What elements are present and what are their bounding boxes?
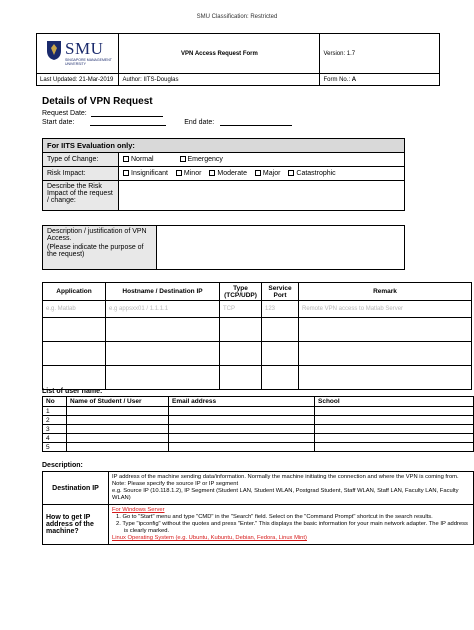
type-of-change-label: Type of Change: xyxy=(43,153,119,167)
step-2: 2. Type "ipconfig" without the quotes and press "Enter." This displays the basic information for your main network adapter. The IP address is clearly marked. xyxy=(116,521,468,534)
table-cell[interactable] xyxy=(220,318,262,342)
evaluation-heading: For IITS Evaluation only: xyxy=(43,139,405,153)
form-header xyxy=(36,33,440,86)
option-minor[interactable]: Minor xyxy=(176,170,202,177)
description-table xyxy=(42,471,474,545)
destination-ip-example: e.g. Source IP (10.118.1.2), IP Segment (Student LAN, Student WLAN, Postgrad Student, Staff WLAN, Staff LAN, Faculty LAN, Faculty WLAN) xyxy=(112,488,459,501)
table-cell[interactable] xyxy=(169,416,315,425)
describe-risk-field[interactable] xyxy=(119,181,405,211)
table-cell[interactable] xyxy=(67,425,169,434)
table-cell[interactable] xyxy=(315,407,474,416)
table-cell[interactable] xyxy=(106,318,220,342)
col-port: Service Port xyxy=(262,283,299,301)
table-cell[interactable] xyxy=(43,318,106,342)
table-row xyxy=(43,407,474,416)
checkbox-icon[interactable] xyxy=(176,170,182,176)
start-date-field[interactable] xyxy=(90,119,166,126)
table-cell[interactable] xyxy=(43,366,106,390)
col-no: No xyxy=(43,397,67,407)
request-date-row xyxy=(42,110,163,117)
checkbox-icon[interactable] xyxy=(255,170,261,176)
row-number: 2 xyxy=(43,416,67,425)
table-row xyxy=(43,416,474,425)
table-cell[interactable] xyxy=(67,434,169,443)
table-cell[interactable] xyxy=(106,366,220,390)
example-type[interactable]: TCP xyxy=(220,301,262,318)
table-row xyxy=(43,425,474,434)
table-cell[interactable] xyxy=(220,342,262,366)
destination-ip-note: Note: Please specify the source IP or IP segment xyxy=(112,481,239,487)
example-remark[interactable]: Remote VPN access to Matlab Server xyxy=(299,301,472,318)
option-major[interactable]: Major xyxy=(255,170,281,177)
logo-cell xyxy=(37,34,119,74)
how-to-get-ip-label: How to get IP address of the machine? xyxy=(43,505,109,545)
table-cell[interactable] xyxy=(67,416,169,425)
table-row xyxy=(43,342,472,366)
table-cell[interactable] xyxy=(262,366,299,390)
table-cell[interactable] xyxy=(299,342,472,366)
option-insignificant[interactable]: Insignificant xyxy=(123,170,168,177)
request-date-field[interactable] xyxy=(91,110,163,117)
table-cell[interactable] xyxy=(315,443,474,452)
table-cell[interactable] xyxy=(67,407,169,416)
justification-label-line2: (Please indicate the purpose of the request) xyxy=(47,244,144,258)
justification-table xyxy=(42,225,405,270)
option-emergency[interactable]: Emergency xyxy=(180,156,223,163)
checkbox-icon[interactable] xyxy=(123,170,129,176)
col-hostname: Hostname / Destination IP xyxy=(106,283,220,301)
example-application[interactable]: e.g. Matlab xyxy=(43,301,106,318)
checkbox-icon[interactable] xyxy=(209,170,215,176)
smu-seal-icon xyxy=(45,39,63,61)
table-cell[interactable] xyxy=(262,318,299,342)
details-heading: Details of VPN Request xyxy=(42,96,153,107)
description-heading: Description: xyxy=(42,462,83,469)
users-heading: List of user name: xyxy=(42,388,103,395)
step-1: 1. Go to "Start" menu and type "CMD" in the "Search" field. Select on the "Command Prompt" shortcut in the search results. xyxy=(116,514,433,520)
table-cell[interactable] xyxy=(106,342,220,366)
linux-os-heading: Linux Operating System (e.g. Ubuntu, Kubuntu, Debian, Fedora, Linux Mint) xyxy=(112,535,307,541)
destination-ip-text xyxy=(109,472,474,505)
request-date-label: Request Date: xyxy=(42,110,87,117)
table-row xyxy=(43,443,474,452)
justification-label-line1: Description / justification of VPN Access. xyxy=(47,228,147,242)
destination-ip-desc: IP address of the machine sending data/information. Normally the machine initiating the connection and where the VPN is coming from. xyxy=(112,474,459,480)
option-catastrophic[interactable]: Catastrophic xyxy=(288,170,335,177)
form-title: VPN Access Request Form xyxy=(119,34,320,74)
col-email: Email address xyxy=(169,397,315,407)
table-cell[interactable] xyxy=(315,416,474,425)
table-cell[interactable] xyxy=(299,366,472,390)
author: Author: IITS-Douglas xyxy=(119,74,320,86)
table-row xyxy=(43,366,472,390)
col-school: School xyxy=(315,397,474,407)
end-date-label: End date: xyxy=(184,119,215,126)
type-of-change-options xyxy=(119,153,405,167)
row-number: 3 xyxy=(43,425,67,434)
checkbox-icon[interactable] xyxy=(288,170,294,176)
checkbox-icon[interactable] xyxy=(123,156,129,162)
col-application: Application xyxy=(43,283,106,301)
example-port[interactable]: 123 xyxy=(262,301,299,318)
iits-evaluation-table xyxy=(42,138,405,211)
start-date-label: Start date: xyxy=(42,119,75,126)
form-version: Version: 1.7 xyxy=(320,34,440,74)
col-type: Type (TCP/UDP) xyxy=(220,283,262,301)
logo-subtitle: SINGAPORE MANAGEMENT UNIVERSITY xyxy=(65,58,112,66)
how-to-get-ip-text xyxy=(109,505,474,545)
table-cell[interactable] xyxy=(315,425,474,434)
start-date-row xyxy=(42,119,292,126)
users-table xyxy=(42,396,474,452)
risk-impact-label: Risk Impact: xyxy=(43,167,119,181)
example-hostname[interactable]: e.g appsxx01 / 1.1.1.1 xyxy=(106,301,220,318)
form-number: Form No.: A xyxy=(320,74,440,86)
application-table xyxy=(42,282,472,390)
option-normal[interactable]: Normal xyxy=(123,156,154,163)
destination-ip-label: Destination IP xyxy=(43,472,109,505)
row-number: 1 xyxy=(43,407,67,416)
table-cell[interactable] xyxy=(169,434,315,443)
table-cell[interactable] xyxy=(169,443,315,452)
row-number: 4 xyxy=(43,434,67,443)
table-cell[interactable] xyxy=(315,434,474,443)
end-date-field[interactable] xyxy=(220,119,292,126)
table-cell[interactable] xyxy=(43,342,106,366)
justification-field[interactable] xyxy=(157,226,405,270)
risk-impact-options xyxy=(119,167,405,181)
checkbox-icon[interactable] xyxy=(180,156,186,162)
classification-label: SMU Classification: Restricted xyxy=(196,14,278,20)
describe-risk-label: Describe the Risk Impact of the request / change: xyxy=(43,181,119,211)
col-name: Name of Student / User xyxy=(67,397,169,407)
row-number: 5 xyxy=(43,443,67,452)
table-cell[interactable] xyxy=(169,407,315,416)
table-cell[interactable] xyxy=(262,342,299,366)
windows-server-heading: For Windows Server xyxy=(112,507,165,513)
table-row xyxy=(43,301,472,318)
last-updated: Last Updated: 21-Mar-2019 xyxy=(37,74,119,86)
justification-label xyxy=(43,226,157,270)
table-cell[interactable] xyxy=(220,366,262,390)
table-row xyxy=(43,318,472,342)
table-cell[interactable] xyxy=(169,425,315,434)
table-cell[interactable] xyxy=(67,443,169,452)
logo-name: SMU xyxy=(65,39,104,58)
col-remark: Remark xyxy=(299,283,472,301)
table-cell[interactable] xyxy=(299,318,472,342)
table-row xyxy=(43,434,474,443)
option-moderate[interactable]: Moderate xyxy=(209,170,247,177)
